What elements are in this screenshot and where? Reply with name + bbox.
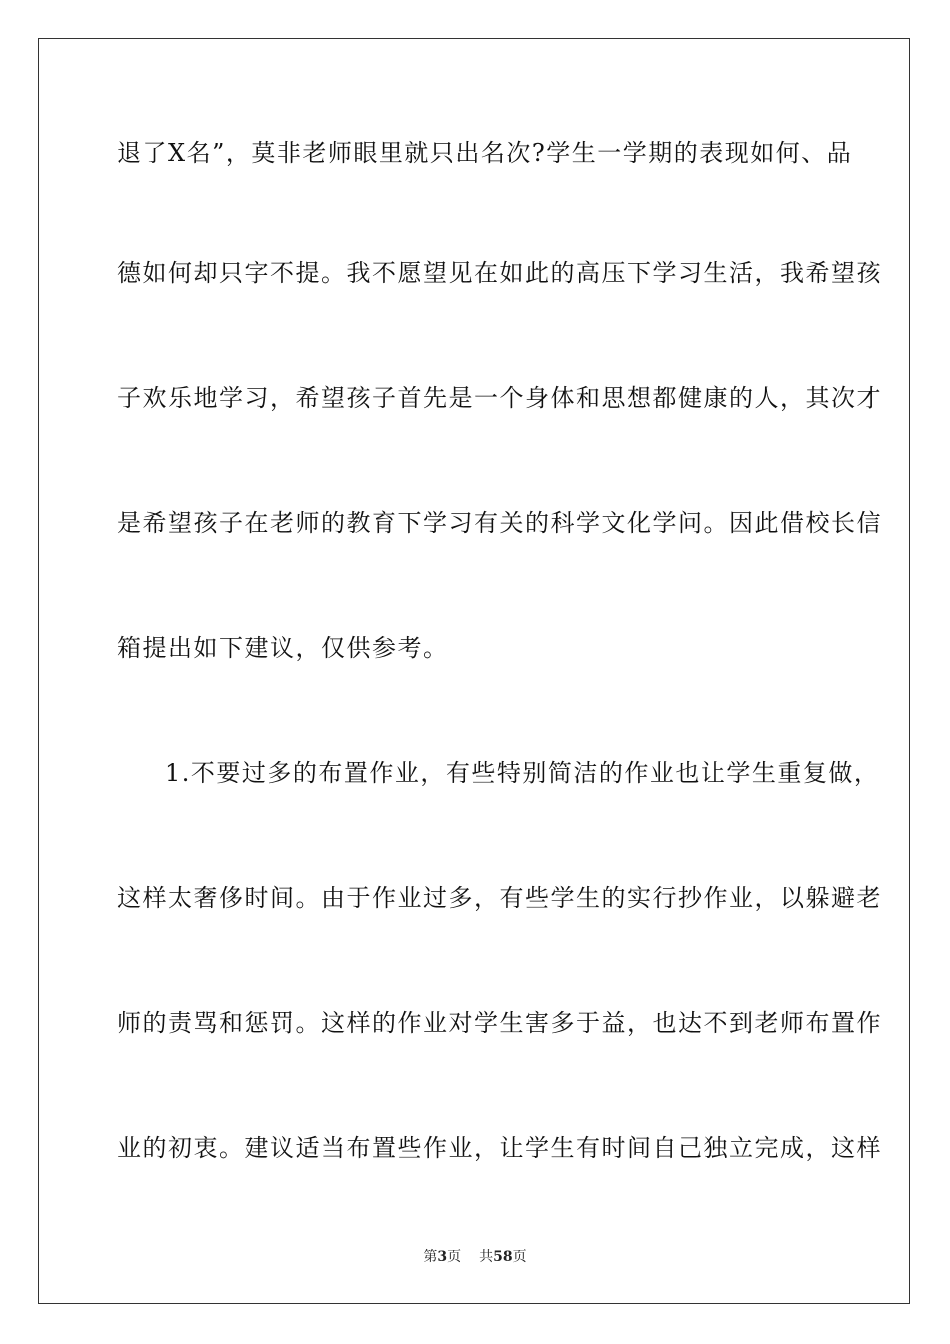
footer-page-suffix: 页 (447, 1249, 462, 1265)
page-frame (38, 38, 910, 1304)
text-line: 德如何却只字不提。我不愿望见在如此的高压下学习生活，我希望孩 (117, 259, 882, 287)
footer-page-number: 3 (437, 1249, 448, 1265)
footer-page-prefix: 第 (423, 1249, 438, 1265)
text-line: 箱提出如下建议，仅供参考。 (117, 634, 449, 662)
footer-total-prefix: 共 (479, 1249, 494, 1265)
text-line: 业的初衷。建议适当布置些作业，让学生有时间自己独立完成，这样 (117, 1134, 882, 1162)
text-line: 师的责骂和惩罚。这样的作业对学生害多于益，也达不到老师布置作 (117, 1009, 882, 1037)
text-line: 这样太奢侈时间。由于作业过多，有些学生的实行抄作业，以躲避老 (117, 884, 882, 912)
text-line: 子欢乐地学习，希望孩子首先是一个身体和思想都健康的人，其次才 (117, 384, 882, 412)
footer-total-suffix: 页 (512, 1249, 527, 1265)
text-line: 1.不要过多的布置作业，有些特别简洁的作业也让学生重复做， (165, 759, 880, 787)
page-footer (0, 1248, 950, 1266)
text-line: 退了X名”，莫非老师眼里就只出名次?学生一学期的表现如何、品 (117, 139, 853, 167)
text-line: 是希望孩子在老师的教育下学习有关的科学文化学问。因此借校长信 (117, 509, 882, 537)
footer-total-pages: 58 (493, 1249, 513, 1265)
